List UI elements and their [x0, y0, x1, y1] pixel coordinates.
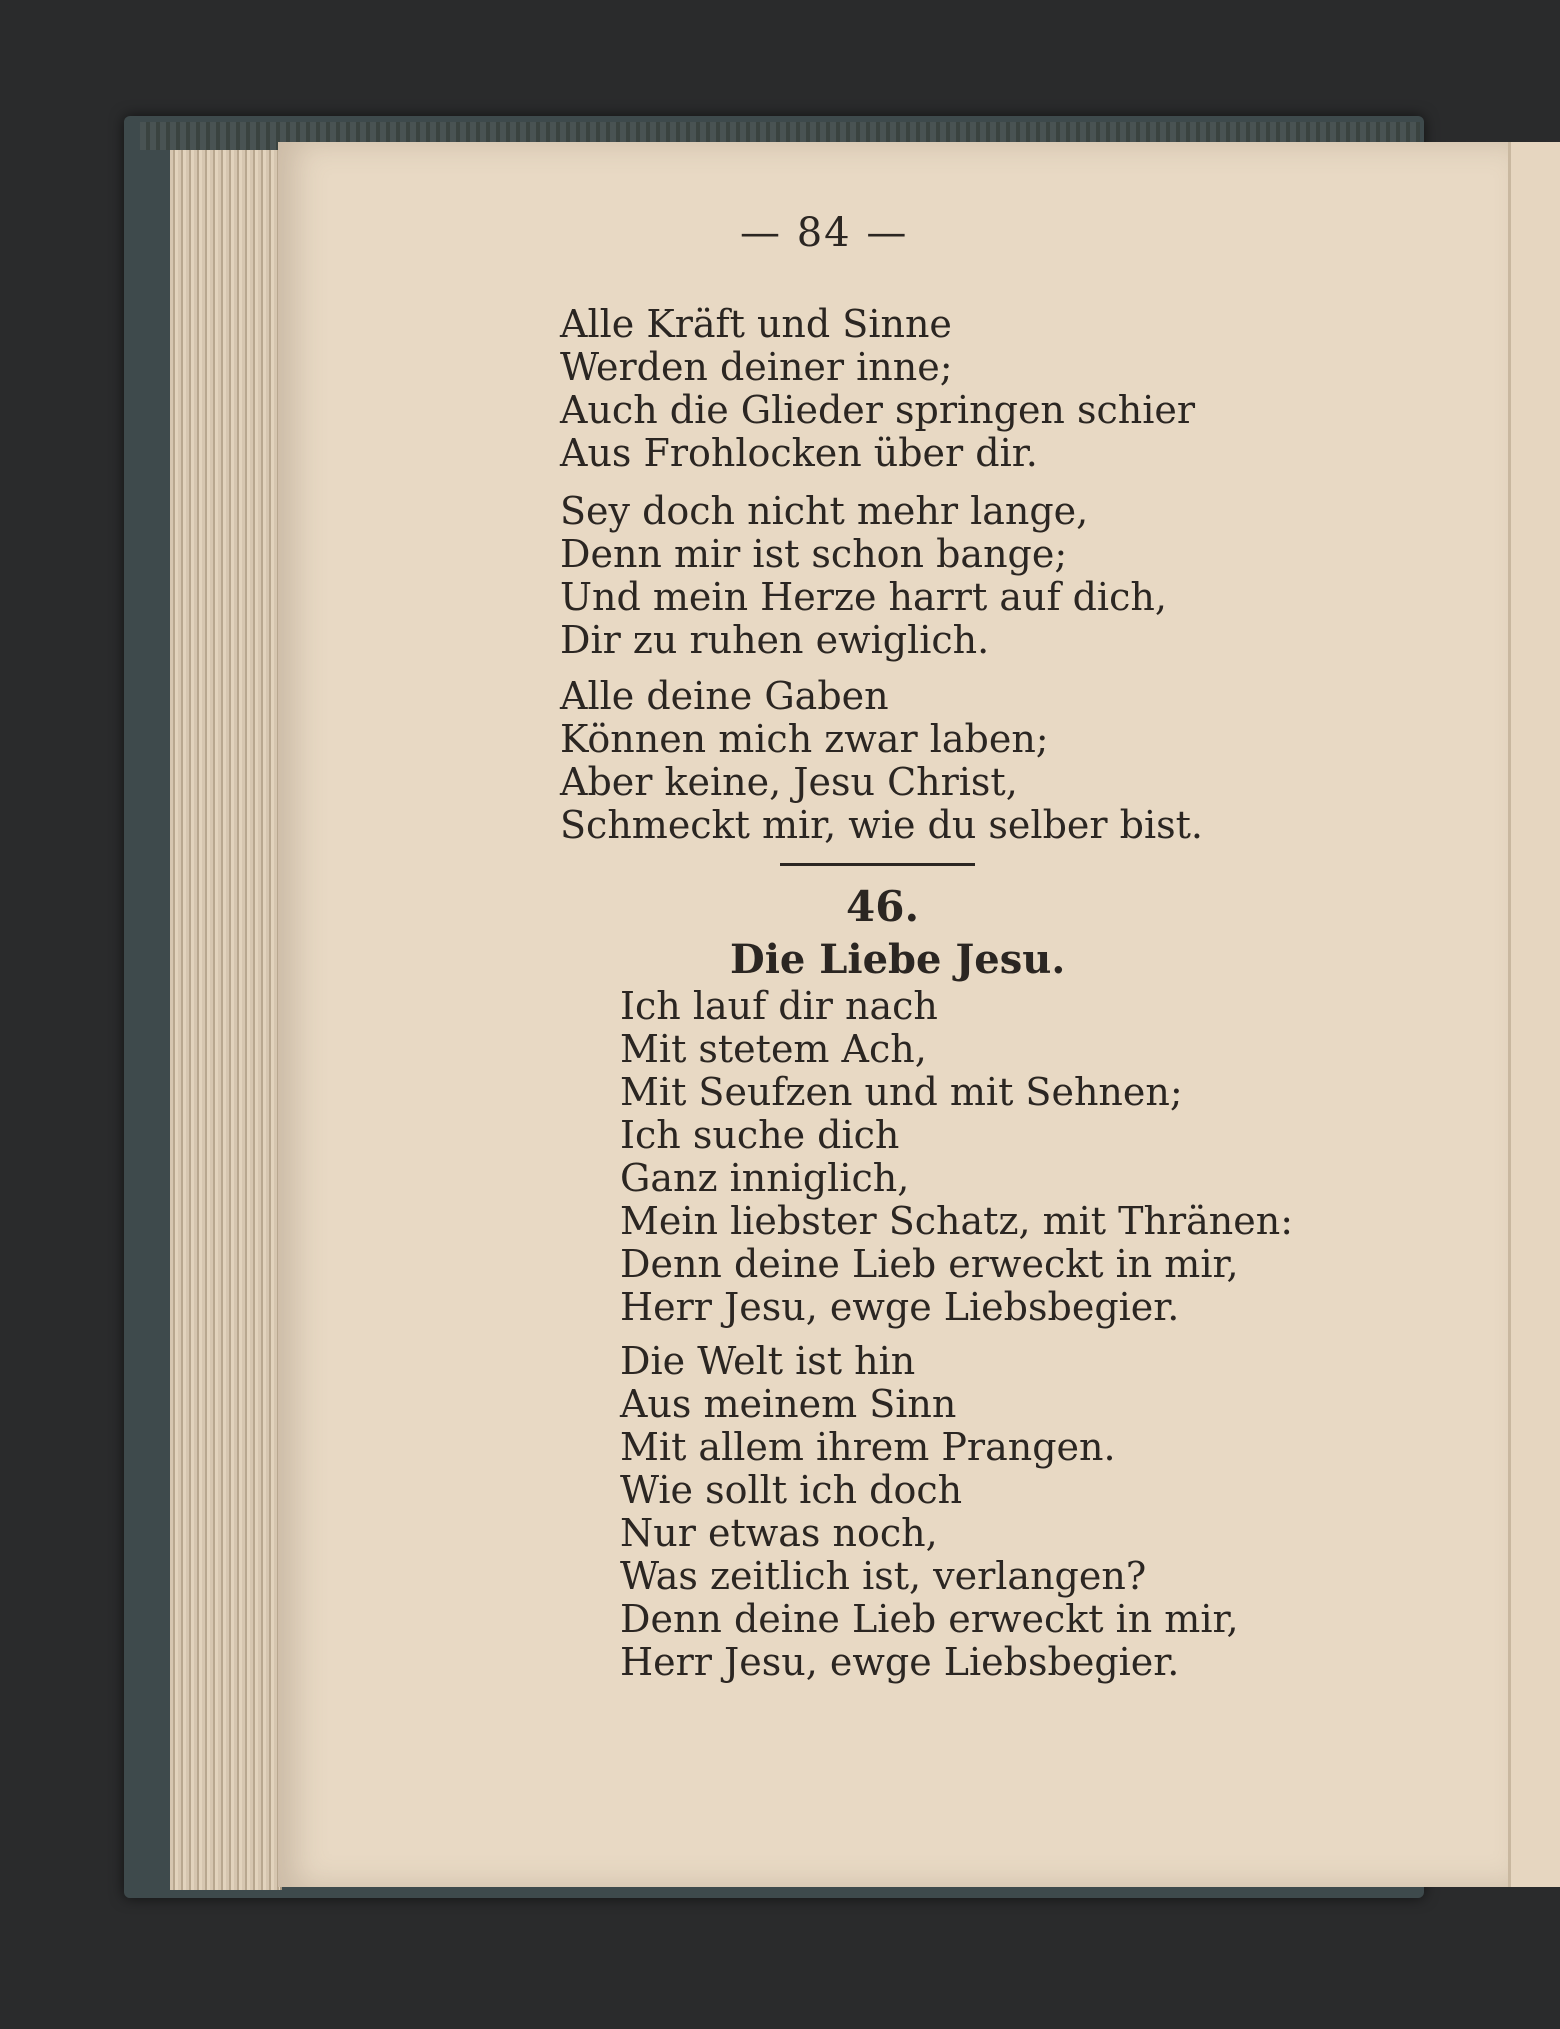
verse-line: Sey doch nicht mehr lange,	[560, 489, 1089, 533]
verse-line: Mit allem ihrem Prangen.	[620, 1425, 1116, 1469]
page-edges	[170, 150, 282, 1890]
verse-line: Denn deine Lieb erweckt in mir,	[620, 1242, 1239, 1286]
verse-line: Alle Kräft und Sinne	[560, 302, 952, 346]
verse-line: Aus Frohlocken über dir.	[560, 431, 1038, 475]
verse-line: Mit stetem Ach,	[620, 1027, 927, 1071]
verse-line: Schmeckt mir, wie du selber bist.	[560, 803, 1203, 847]
verse-line: Herr Jesu, ewge Liebsbegier.	[620, 1640, 1180, 1684]
stanza-1	[560, 303, 1195, 475]
verse-line: Aus meinem Sinn	[620, 1382, 957, 1426]
verse-line: Was zeitlich ist, verlangen?	[620, 1554, 1147, 1598]
verse-line: Dir zu ruhen ewiglich.	[560, 618, 990, 662]
hymn-title: Die Liebe Jesu.	[730, 936, 1066, 983]
verse-line: Alle deine Gaben	[560, 674, 889, 718]
verse-line: Auch die Glieder springen schier	[560, 388, 1196, 432]
section-divider	[780, 863, 975, 866]
verse-line: Werden deiner inne;	[560, 345, 953, 389]
verse-line: Aber keine, Jesu Christ,	[560, 760, 1018, 804]
verse-line: Ich lauf dir nach	[620, 984, 938, 1028]
verse-line: Denn mir ist schon bange;	[560, 532, 1068, 576]
verse-line: Herr Jesu, ewge Liebsbegier.	[620, 1285, 1180, 1329]
verse-line: Denn deine Lieb erweckt in mir,	[620, 1597, 1239, 1641]
stanza-2	[560, 490, 1167, 662]
page-number: — 84 —	[740, 210, 909, 256]
verse-line: Mein liebster Schatz, mit Thränen:	[620, 1199, 1294, 1243]
stanza-3	[560, 675, 1203, 847]
verse-line: Die Welt ist hin	[620, 1339, 916, 1383]
hymn-stanza-1	[620, 985, 1293, 1329]
hymn-number: 46.	[846, 882, 920, 931]
verse-line: Können mich zwar laben;	[560, 717, 1049, 761]
verse-line: Ganz inniglich,	[620, 1156, 910, 1200]
verse-line: Nur etwas noch,	[620, 1511, 938, 1555]
verse-line: Und mein Herze harrt auf dich,	[560, 575, 1167, 619]
verse-line: Ich suche dich	[620, 1113, 900, 1157]
hymn-stanza-2	[620, 1340, 1239, 1684]
facing-page-edge	[1508, 142, 1560, 1887]
verse-line: Mit Seufzen und mit Sehnen;	[620, 1070, 1183, 1114]
verse-line: Wie sollt ich doch	[620, 1468, 963, 1512]
